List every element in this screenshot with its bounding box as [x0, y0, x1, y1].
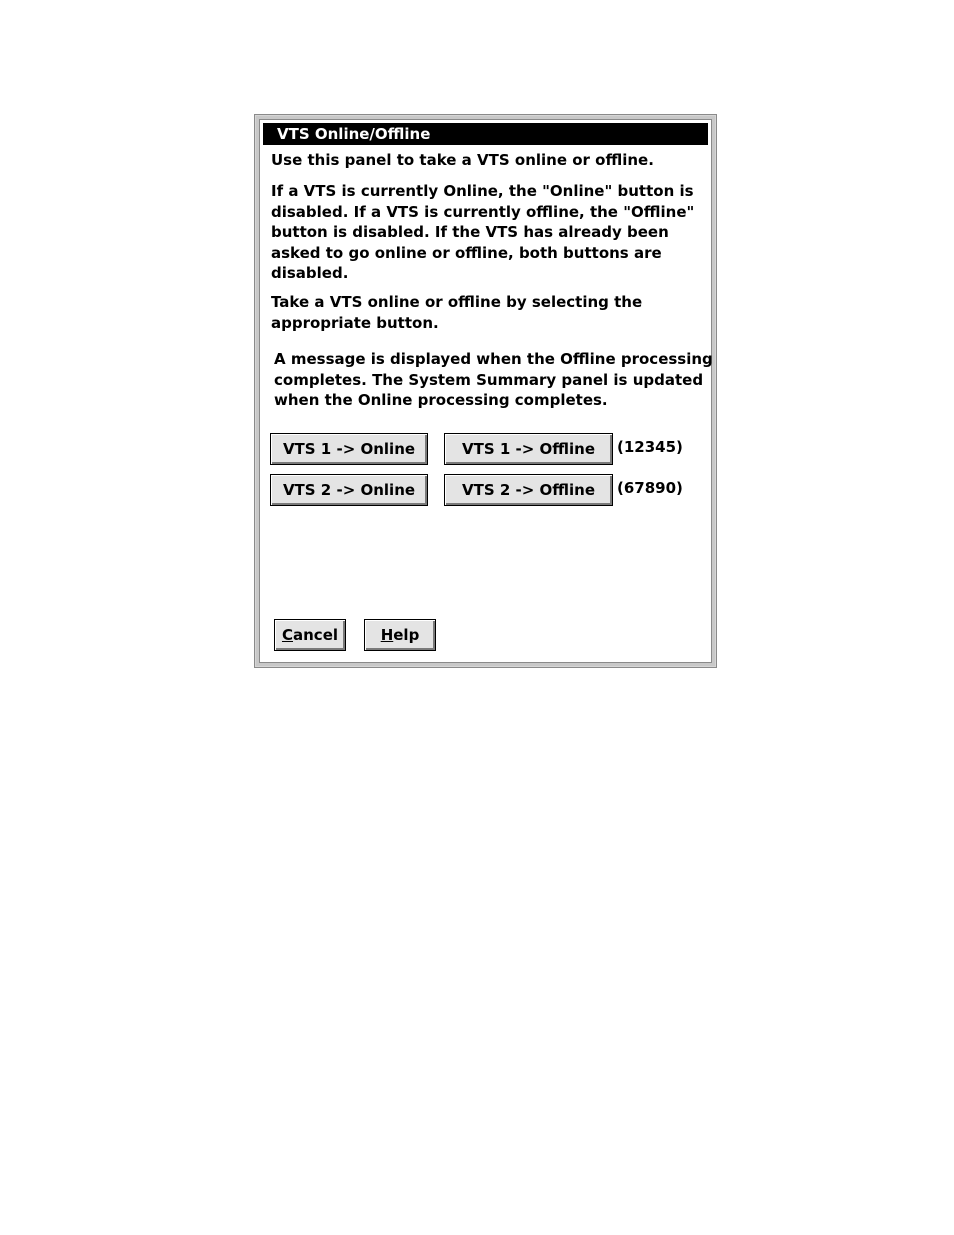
- vts1-offline-button[interactable]: VTS 1 -> Offline: [444, 433, 613, 465]
- cancel-mnemonic: C: [281, 626, 293, 644]
- vts1-online-button[interactable]: VTS 1 -> Online: [270, 433, 428, 465]
- vts2-serial: (67890): [617, 479, 683, 497]
- cancel-button[interactable]: [274, 619, 346, 651]
- instruction-messages: A message is displayed when the Offline processing completes. The System Summary panel is updated when the Online processing completes.: [274, 350, 713, 409]
- vts2-online-button[interactable]: VTS 2 -> Online: [270, 474, 428, 506]
- cancel-label-rest: ancel: [293, 626, 339, 644]
- vts1-serial: (12345): [617, 438, 683, 456]
- instruction-select: Take a VTS online or offline by selecting the appropriate button.: [271, 293, 643, 332]
- help-label-rest: elp: [393, 626, 420, 644]
- help-mnemonic: H: [380, 626, 394, 644]
- instruction-intro: Use this panel to take a VTS online or offline.: [271, 151, 654, 169]
- dialog-title: VTS Online/Offline: [263, 123, 708, 145]
- vts2-offline-button[interactable]: VTS 2 -> Offline: [444, 474, 613, 506]
- vts-online-offline-dialog: [254, 114, 717, 668]
- help-button[interactable]: [364, 619, 436, 651]
- instruction-button-states: If a VTS is currently Online, the "Online" button is disabled. If a VTS is currently offline, the "Offline" button is disabled. If the VTS has already been asked to go online or offline, both buttons are disabled.: [271, 182, 695, 282]
